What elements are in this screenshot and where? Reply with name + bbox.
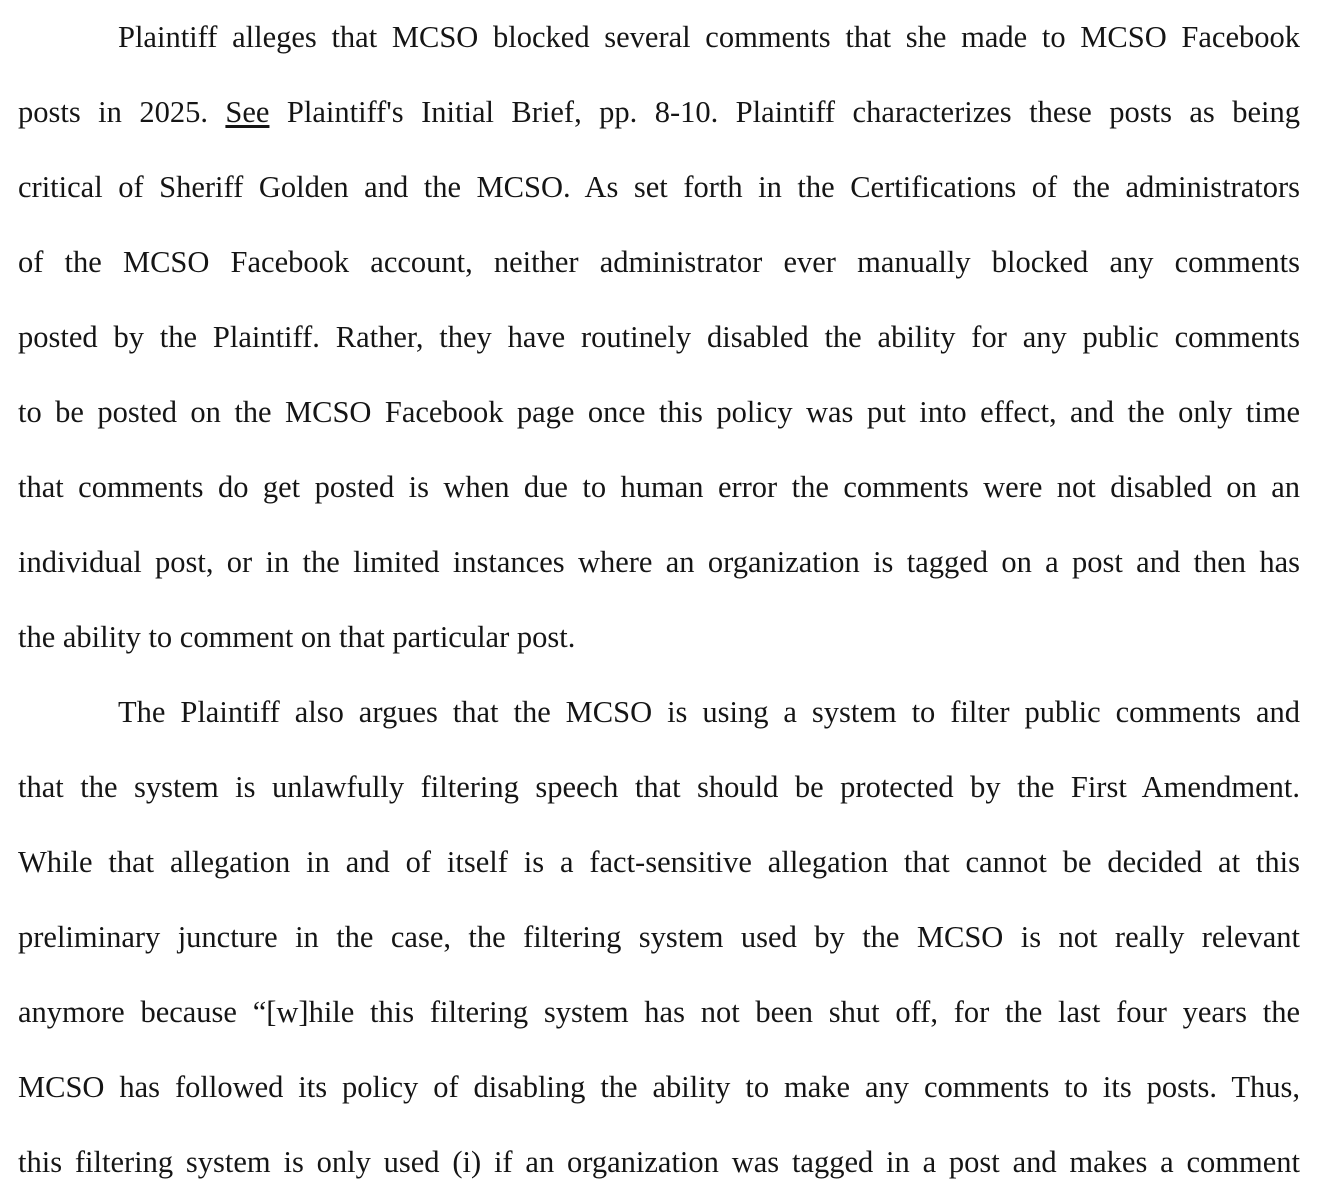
paragraph-2 [18,675,1300,1200]
paragraph-1 [18,0,1300,675]
text-line: MCSO has followed its policy of disabling the ability to make any comments to its posts. Thus, [18,1070,1300,1104]
text-line: anymore because “[w]hile this filtering system has not been shut off, for the last four years the [18,995,1300,1029]
citation-signal-see: See [225,95,270,129]
text-line: to be posted on the MCSO Facebook page once this policy was put into effect, and the only time [18,395,1300,429]
text-line: The Plaintiff also argues that the MCSO is using a system to filter public comments and [118,695,1300,729]
text-line: While that allegation in and of itself is a fact-sensitive allegation that cannot be decided at this [18,845,1300,879]
text-line-with-citation-signal [18,75,1300,150]
document-body [18,0,1300,1200]
text-line: critical of Sheriff Golden and the MCSO. As set forth in the Certifications of the administrators [18,170,1300,204]
line-text-before-signal: posts in 2025. [18,95,226,129]
text-line: that comments do get posted is when due to human error the comments were not disabled on an [18,470,1300,504]
text-line: the ability to comment on that particular post. [18,620,576,654]
text-line: this filtering system is only used (i) if an organization was tagged in a post and makes a comment [18,1145,1300,1179]
line-text-after-signal: Plaintiff's Initial Brief, pp. 8-10. Plaintiff characterizes these posts as being [269,95,1300,129]
text-line: Plaintiff alleges that MCSO blocked several comments that she made to MCSO Facebook [118,20,1300,54]
text-line: that the system is unlawfully filtering speech that should be protected by the First Amendment. [18,770,1300,804]
text-line: individual post, or in the limited instances where an organization is tagged on a post and then has [18,545,1300,579]
text-line: posted by the Plaintiff. Rather, they have routinely disabled the ability for any public comments [18,320,1300,354]
text-line: of the MCSO Facebook account, neither administrator ever manually blocked any comments [18,245,1300,279]
text-line: preliminary juncture in the case, the filtering system used by the MCSO is not really relevant [18,920,1300,954]
